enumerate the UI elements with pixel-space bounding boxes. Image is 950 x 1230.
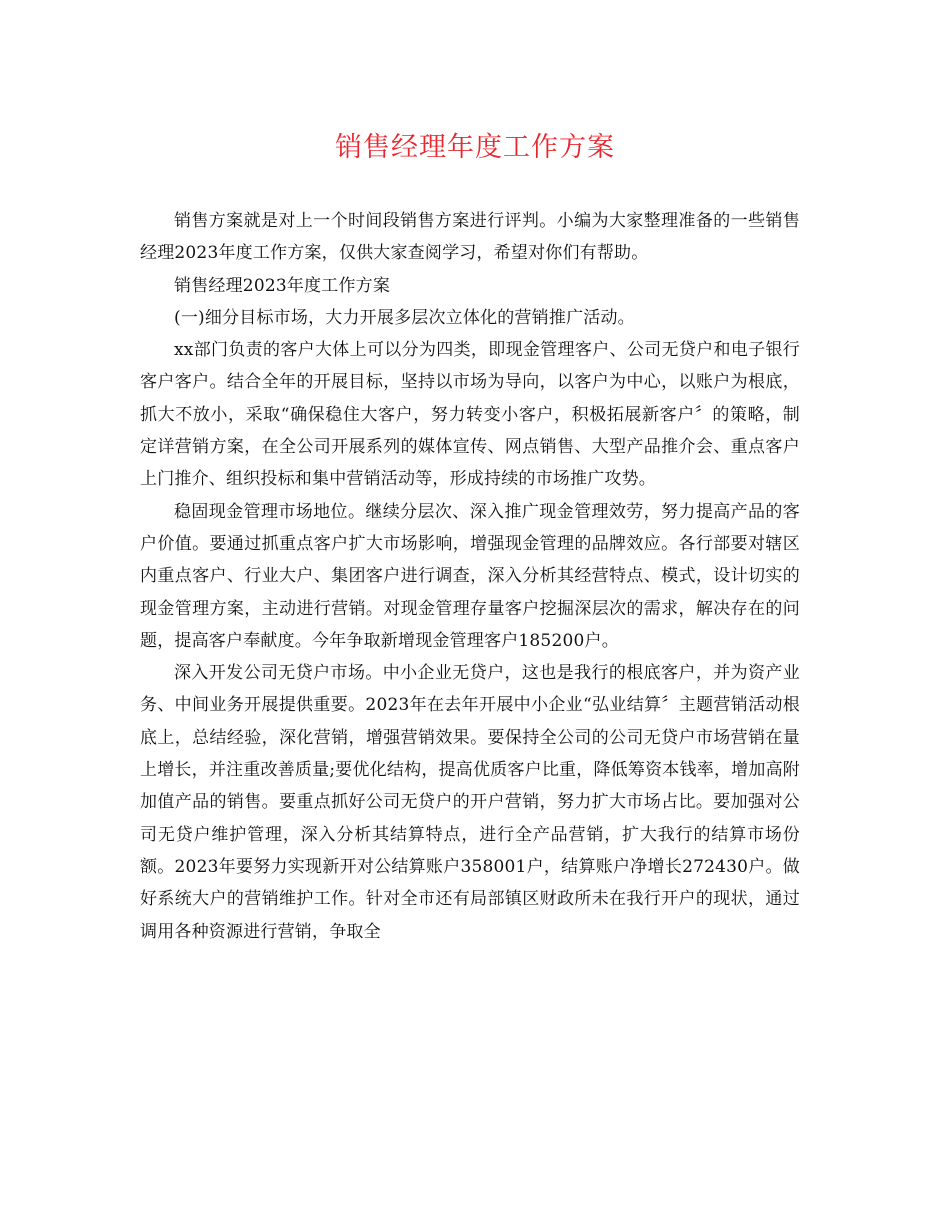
paragraph-section-heading: (一)细分目标市场，大力开展多层次立体化的营销推广活动。 [174, 307, 635, 328]
document-title: 销售经理年度工作方案 [335, 132, 615, 163]
document-body [140, 205, 800, 948]
paragraph-intro: 销售方案就是对上一个时间段销售方案进行评判。小编为大家整理准备的一些销售经理2023年度工作方案，仅供大家查阅学习，希望对你们有帮助。 [140, 211, 800, 264]
paragraph-no-loan-market: 深入开发公司无贷户市场。中小企业无贷户，这也是我行的根底客户，并为资产业务、中间业务开展提供重要。2023年在去年开展中小企业“弘业结算〞主题营销活动根底上，总结经验，深化营销，增强营销效果。要保持全公司的公司无贷户市场营销在量上增长，并注重改善质量;要优化结构，提高优质客户比重，降低筹资本钱率，增加高附加值产品的销售。要重点抓好公司无贷户的开户营销，努力扩大市场占比。要加强对公司无贷户维护管理，深入分析其结算特点，进行全产品营销，扩大我行的结算市场份额。2023年要努力实现新开对公结算账户358001户，结算账户净增长272430户。做好系统大户的营销维护工作。针对全市还有局部镇区财政所未在我行开户的现状，通过调用各种资源进行营销，争取全 [140, 663, 800, 942]
paragraph-customers: xx部门负责的客户大体上可以分为四类，即现金管理客户、公司无贷户和电子银行客户客户。结合全年的开展目标，坚持以市场为导向，以客户为中心，以账户为根底，抓大不放小，采取“确保稳住大客户，努力转变小客户，积极拓展新客户〞的策略，制定详营销方案，在全公司开展系列的媒体宣传、网点销售、大型产品推介会、重点客户上门推介、组织投标和集中营销活动等，形成持续的市场推广攻势。 [140, 340, 800, 490]
paragraph-cash-management: 稳固现金管理市场地位。继续分层次、深入推广现金管理效劳，努力提高产品的客户价值。要通过抓重点客户扩大市场影响，增强现金管理的品牌效应。各行部要对辖区内重点客户、行业大户、集团客户进行调查，深入分析其经营特点、模式，设计切实的现金管理方案，主动进行营销。对现金管理存量客户挖掘深层次的需求，解决存在的问题，提高客户奉献度。今年争取新增现金管理客户185200户。 [140, 501, 800, 651]
paragraph-subtitle: 销售经理2023年度工作方案 [174, 275, 391, 296]
